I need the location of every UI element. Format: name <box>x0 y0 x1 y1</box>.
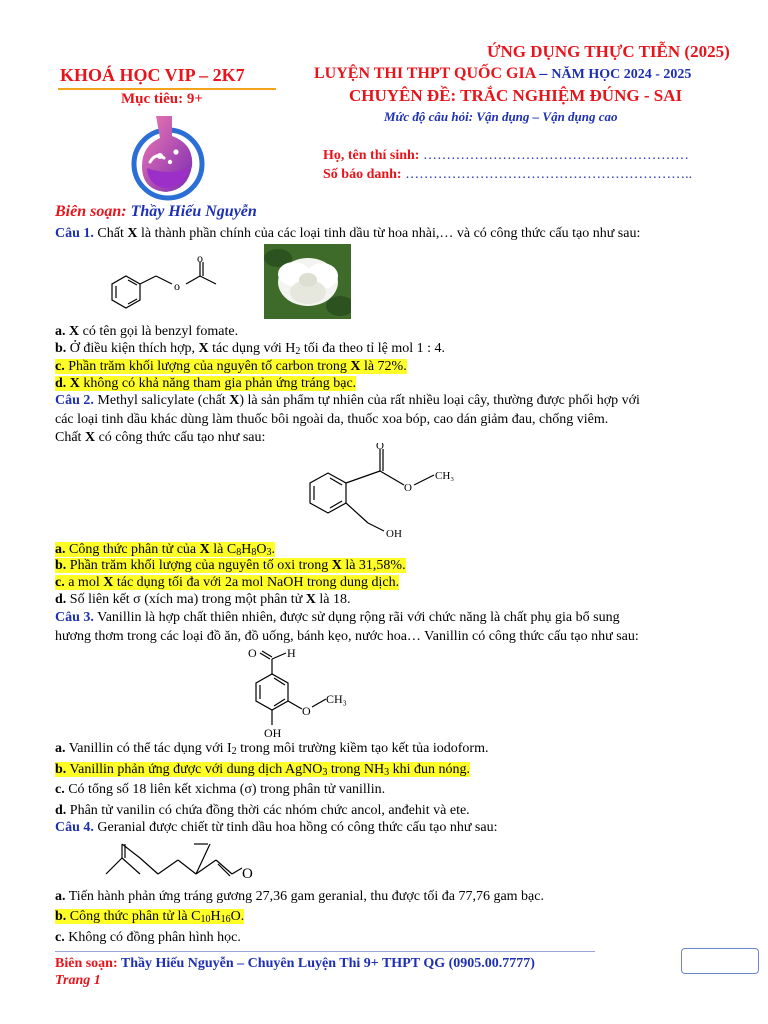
s3-oh-label: OH <box>264 726 282 740</box>
q3-stem <box>55 609 620 626</box>
q3-b-s2: 3 <box>384 767 390 778</box>
q3-b-t1: Vanillin phản ứng được với dung dịch AgNO <box>66 762 323 777</box>
jasmine-flower-image <box>264 244 351 319</box>
q2-x: X <box>229 393 240 408</box>
q4-stem-a: Geranial được chiết từ tinh dầu hoa hồng có công thức cấu tạo như sau: <box>93 820 498 835</box>
footer-text: Thầy Hiếu Nguyễn – Chuyên Luyện Thi 9+ THPT QG (0905.00.7777) <box>120 956 535 971</box>
q3-a-t2: trong môi trường kiềm tạo kết tủa iodoform. <box>236 741 489 756</box>
q2-c-highlight <box>55 575 399 590</box>
q1-a-letter: a. <box>55 324 66 339</box>
q2-b-x: X <box>331 558 342 573</box>
footer-divider <box>55 951 595 952</box>
q2-a-t1: Công thức phân tử của <box>65 542 200 557</box>
student-id-dots: …………………………………………………….. <box>401 167 693 182</box>
q2-c-letter: c. <box>55 575 65 590</box>
q4-b-s2: 16 <box>220 914 231 925</box>
q3-c-t1: Có tổng số 18 liên kết xichma (σ) trong phân tử vanillin. <box>64 782 386 797</box>
q2-label: Câu 2. <box>55 393 94 408</box>
q2-option-d[interactable] <box>55 591 351 608</box>
q4-b-s1: 10 <box>200 914 211 925</box>
vanillin-structure <box>240 645 370 741</box>
author-name: Thầy Hiếu Nguyễn <box>130 203 257 220</box>
q2-b-t2: là 31,58%. <box>341 558 406 573</box>
footer-label: Biên soạn: <box>55 956 121 971</box>
q1-c-t1: Phần trăm khối lượng của nguyên tố carbon trong <box>64 359 351 374</box>
q2-a-highlight <box>55 542 275 557</box>
q4-option-b[interactable] <box>55 908 244 925</box>
q2-d-letter: d. <box>55 592 67 607</box>
q2-c-t1: a mol <box>64 575 104 590</box>
q2-a-t5: . <box>271 542 275 557</box>
school-year: NĂM HỌC 2024 - 2025 <box>551 67 692 82</box>
q1-option-a[interactable] <box>55 323 238 340</box>
q3-b-letter: b. <box>55 762 67 777</box>
q1-option-c[interactable] <box>55 358 407 375</box>
footer-credit <box>55 956 535 972</box>
q2-option-b[interactable] <box>55 557 406 574</box>
exam-title-line <box>314 65 691 83</box>
q2-d-t1: Số liên kết σ (xích ma) trong một phân tử <box>66 592 306 607</box>
q1-c-letter: c. <box>55 359 65 374</box>
q4-a-t1: Tiến hành phản ứng tráng gương 27,36 gam geranial, thu được tối đa 77,76 gam bạc. <box>65 889 544 904</box>
course-title: KHOÁ HỌC VIP – 2K7 <box>60 65 245 85</box>
q1-b-t3: tối đa theo tỉ lệ mol 1 : 4. <box>300 341 446 356</box>
q3-d-letter: d. <box>55 803 67 818</box>
q4-a-letter: a. <box>55 889 66 904</box>
q2-a-s1: 8 <box>236 547 242 558</box>
q2-a-t2: là C <box>209 542 237 557</box>
student-name-dots: ………………………………………………… <box>419 148 689 163</box>
s4-o-label: O <box>242 866 253 882</box>
benzyl-acetate-structure <box>100 254 240 320</box>
q2-stem-line3 <box>55 429 265 446</box>
q1-c-highlight <box>55 359 407 374</box>
q3-b-s1: 3 <box>322 767 328 778</box>
q1-x: X <box>127 226 138 241</box>
q3-c-letter: c. <box>55 782 65 797</box>
author-line <box>55 203 257 221</box>
q2-stem-d1: Chất <box>55 430 85 445</box>
s2-o-label: O <box>376 443 384 452</box>
s2-oh-label: OH <box>386 528 402 540</box>
q1-b-t1: Ở điều kiện thích hợp, <box>66 341 199 356</box>
q4-c-t1: Không có đồng phân hình học. <box>64 930 241 945</box>
student-id-line <box>323 167 692 183</box>
q1-d-highlight <box>55 376 356 391</box>
q4-b-t2: H <box>210 909 221 924</box>
q3-option-d[interactable] <box>55 802 470 819</box>
page-number: Trang 1 <box>55 973 101 988</box>
q2-b-t1: Phần trăm khối lượng của nguyên tố oxi trong <box>66 558 332 573</box>
q4-label: Câu 4. <box>55 820 94 835</box>
q3-option-a[interactable] <box>55 740 488 757</box>
q4-stem <box>55 819 498 836</box>
exam-dash: – <box>535 65 552 82</box>
q2-b-highlight <box>55 558 406 573</box>
q1-option-b[interactable] <box>55 340 445 357</box>
q2-a-x: X <box>199 542 210 557</box>
s3-ch3-label: CH₃ <box>326 692 347 706</box>
q3-label: Câu 3. <box>55 610 94 625</box>
q1-b-t2: tác dụng với H <box>208 341 296 356</box>
level-label: Mức độ câu hỏi: Vận dụng – Vận dụng cao <box>384 109 618 124</box>
s2-ch3-label: CH₃ <box>435 470 455 482</box>
q2-d-t2: là 18. <box>315 592 351 607</box>
q3-b-t3: khi đun nóng. <box>389 762 471 777</box>
s3-o2-label: O <box>302 704 311 718</box>
q2-stem-line2: các loại tinh dầu khác dùng làm thuốc bôi ngoài da, thuốc xoa bóp, cao dán giảm đau, chống viêm. <box>55 412 609 427</box>
student-name-line <box>323 148 689 164</box>
q4-b-highlight <box>55 909 244 924</box>
q1-stem-text: Chất <box>93 226 128 241</box>
q3-option-b[interactable] <box>55 761 470 778</box>
q3-stem-a: Vanillin là hợp chất thiên nhiên, được sử dụng rộng rãi với chức năng là chất phụ gia bổ sung <box>93 610 620 625</box>
q1-stem <box>55 225 640 242</box>
geranial-structure <box>100 838 260 886</box>
q2-a-t3: H <box>241 542 252 557</box>
methyl-salicylate-structure <box>300 443 470 543</box>
q1-d-letter: d. <box>55 376 67 391</box>
q3-stem-line2: hương thơm trong các loại đồ ăn, đồ uống, bánh kẹo, nước hoa… Vanillin có công thức cấu tạo như sau: <box>55 629 639 644</box>
q3-a-letter: a. <box>55 741 66 756</box>
s3-h-label: H <box>287 646 296 660</box>
q3-a-t1: Vanillin có thể tác dụng với I <box>65 741 232 756</box>
q2-a-s2: 8 <box>251 547 257 558</box>
q2-a-t4: O <box>256 542 267 557</box>
q2-d-x: X <box>305 592 316 607</box>
q4-b-letter: b. <box>55 909 67 924</box>
page-box <box>681 948 759 974</box>
author-label: Biên soạn: <box>55 203 131 220</box>
q1-b-x: X <box>198 341 209 356</box>
q1-a-t2: có tên gọi là benzyl fomate. <box>79 324 239 339</box>
q2-stem-d2: có công thức cấu tạo như sau: <box>95 430 266 445</box>
q1-c-x: X <box>350 359 361 374</box>
q1-c-t2: là 72%. <box>360 359 407 374</box>
q3-b-highlight <box>55 762 470 777</box>
q1-option-d[interactable] <box>55 375 356 392</box>
q2-option-a[interactable] <box>55 541 275 558</box>
q4-option-a[interactable] <box>55 888 544 905</box>
svg-text:o: o <box>174 279 180 293</box>
s3-o-label: O <box>248 646 257 660</box>
q1-label: Câu 1. <box>55 226 94 241</box>
q3-d-t1: Phân tử vanilin có chứa đồng thời các nhóm chức ancol, anđehit và ete. <box>66 803 470 818</box>
q1-d-t2: không có khả năng tham gia phản ứng tráng bạc. <box>79 376 357 391</box>
q4-b-t3: O. <box>230 909 245 924</box>
q2-stem-b: ) là sản phẩm tự nhiên của rất nhiều loại cây, thường được phối hợp với <box>239 393 640 408</box>
q4-b-t1: Công thức phân tử là C <box>66 909 201 924</box>
q1-stem-text2: là thành phần chính của các loại tinh dầu từ hoa nhài,… và có công thức cấu tạo như sau: <box>137 226 641 241</box>
q4-option-c[interactable] <box>55 929 241 946</box>
q4-c-letter: c. <box>55 930 65 945</box>
q2-a-letter: a. <box>55 542 66 557</box>
q2-stem <box>55 392 640 409</box>
topic-title: CHUYÊN ĐỀ: TRẮC NGHIỆM ĐÚNG - SAI <box>349 86 683 105</box>
q2-c-t2: tác dụng tối đa với 2a mol NaOH trong dung dịch. <box>113 575 400 590</box>
student-name-label: Họ, tên thí sinh: <box>323 148 420 163</box>
q1-d-x: X <box>69 376 80 391</box>
flask-logo-icon <box>130 112 206 202</box>
q2-stem-a: Methyl salicylate (chất <box>93 393 230 408</box>
q1-b-sub: 2 <box>295 346 301 357</box>
q3-b-t2: trong NH <box>327 762 385 777</box>
app-title: ỨNG DỤNG THỰC TIỄN (2025) <box>487 42 730 61</box>
q3-option-c[interactable] <box>55 781 385 798</box>
q1-b-letter: b. <box>55 341 67 356</box>
q2-b-letter: b. <box>55 558 67 573</box>
q3-a-sub: 2 <box>231 746 237 757</box>
q2-a-s3: 3 <box>266 547 272 558</box>
q2-option-c[interactable] <box>55 574 399 591</box>
s2-o2-label: O <box>404 482 412 494</box>
target-label: Mục tiêu: 9+ <box>121 91 203 107</box>
svg-text:o: o <box>197 254 203 265</box>
course-underline <box>58 88 276 90</box>
exam-title: LUYỆN THI THPT QUỐC GIA <box>314 65 536 82</box>
q2-x2: X <box>84 430 96 445</box>
q1-a-x: X <box>69 324 80 339</box>
student-id-label: Số báo danh: <box>323 167 402 182</box>
q2-c-x: X <box>103 575 114 590</box>
